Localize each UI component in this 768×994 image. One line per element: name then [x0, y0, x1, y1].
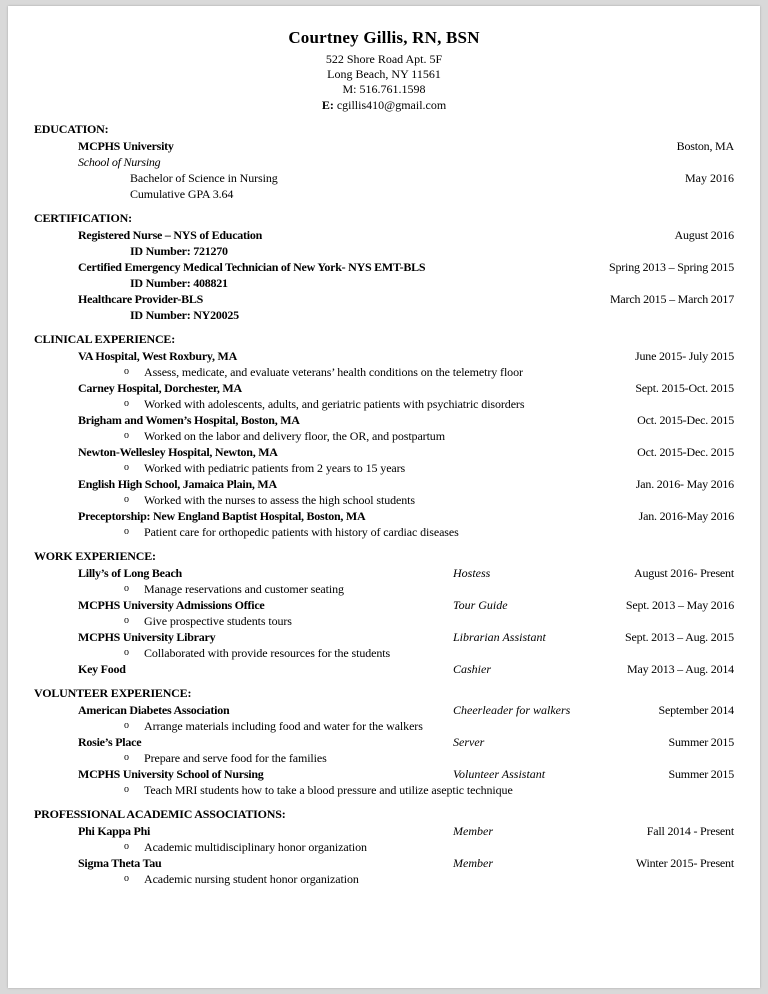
bullet-marker-icon: o	[124, 873, 129, 884]
bullet-item	[124, 460, 734, 476]
entry-organization: Carney Hospital, Dorchester, MA	[78, 381, 242, 395]
bullet-marker-icon: o	[124, 720, 129, 731]
bullet-text: Prepare and serve food for the families	[144, 751, 327, 765]
bullet-item	[124, 492, 734, 508]
bullet-marker-icon: o	[124, 398, 129, 409]
bullet-item	[124, 396, 734, 412]
resume-entry	[78, 734, 734, 766]
entry-id-number: ID Number: NY20025	[130, 308, 239, 322]
entry-date: September 2014	[658, 703, 734, 717]
resume-sections	[34, 122, 734, 887]
entry-row	[78, 661, 734, 677]
resume-entry	[78, 476, 734, 508]
entry-row	[78, 508, 734, 524]
entry-row	[78, 823, 734, 839]
entry-role: Cashier	[453, 662, 492, 676]
entry-organization: Newton-Wellesley Hospital, Newton, MA	[78, 445, 278, 459]
entry-detail-date: May 2016	[685, 171, 734, 185]
entry-row	[78, 702, 734, 718]
bullet-marker-icon: o	[124, 494, 129, 505]
bullet-marker-icon: o	[124, 583, 129, 594]
contact-email-label: E:	[321, 98, 334, 112]
section-title: CLINICAL EXPERIENCE:	[34, 332, 176, 346]
bullet-marker-icon: o	[124, 462, 129, 473]
entry-organization: Lilly’s of Long Beach	[78, 566, 182, 580]
entry-organization: American Diabetes Association	[78, 703, 230, 717]
resume-section	[34, 332, 734, 540]
resume-section	[34, 686, 734, 798]
entry-row	[78, 412, 734, 428]
entry-organization: Preceptorship: New England Baptist Hospital, Boston, MA	[78, 509, 366, 523]
entry-date: August 2016- Present	[634, 566, 734, 580]
entry-subheading: School of Nursing	[78, 155, 161, 169]
entry-organization: VA Hospital, West Roxbury, MA	[78, 349, 237, 363]
section-title: CERTIFICATION:	[34, 211, 132, 225]
entry-detail-text: Cumulative GPA 3.64	[130, 187, 234, 201]
bullet-marker-icon: o	[124, 430, 129, 441]
entry-subheading-row	[78, 154, 734, 170]
bullet-item	[124, 581, 734, 597]
entry-date: Summer 2015	[668, 767, 734, 781]
resume-entry	[78, 855, 734, 887]
entry-date: Jan. 2016-May 2016	[638, 509, 734, 523]
section-title: PROFESSIONAL ACADEMIC ASSOCIATIONS:	[34, 807, 286, 821]
entry-row	[78, 259, 734, 275]
resume-entry	[78, 661, 734, 677]
resume-entry	[78, 597, 734, 629]
entry-role: Hostess	[453, 566, 491, 580]
contact-email-value: cgillis410@gmail.com	[336, 98, 447, 112]
bullet-marker-icon: o	[124, 615, 129, 626]
entry-row	[78, 855, 734, 871]
entry-date: Boston, MA	[676, 139, 734, 153]
entry-organization: MCPHS University Library	[78, 630, 216, 644]
bullet-item	[124, 782, 734, 798]
page-title: Courtney Gillis, RN, BSN	[288, 28, 480, 47]
bullet-text: Worked with pediatric patients from 2 years to 15 years	[144, 461, 406, 475]
resume-entry	[78, 227, 734, 259]
entry-row	[78, 444, 734, 460]
entry-date: June 2015- July 2015	[635, 349, 734, 363]
bullet-item	[124, 524, 734, 540]
resume-entry	[78, 291, 734, 323]
resume-entry	[78, 259, 734, 291]
entry-date: March 2015 – March 2017	[609, 292, 734, 306]
entry-row	[78, 380, 734, 396]
contact-city-state-zip: Long Beach, NY 11561	[327, 67, 441, 81]
bullet-text: Collaborated with provide resources for the students	[144, 646, 391, 660]
bullet-text: Assess, medicate, and evaluate veterans’ health conditions on the telemetry floor	[144, 365, 523, 379]
entry-date: August 2016	[674, 228, 734, 242]
contact-phone: M: 516.761.1598	[342, 82, 426, 96]
resume-entry	[78, 629, 734, 661]
resume-entry	[78, 444, 734, 476]
bullet-text: Worked with the nurses to assess the high school students	[144, 493, 415, 507]
entry-date: Spring 2013 – Spring 2015	[608, 260, 734, 274]
section-title: EDUCATION:	[34, 122, 109, 136]
resume-entry	[78, 702, 734, 734]
bullet-item	[124, 364, 734, 380]
section-title: VOLUNTEER EXPERIENCE:	[34, 686, 192, 700]
entry-date: Sept. 2013 – May 2016	[625, 598, 734, 612]
bullet-text: Teach MRI students how to take a blood pressure and utilize aseptic technique	[144, 783, 513, 797]
entry-id-number: ID Number: 721270	[130, 244, 228, 258]
bullet-text: Academic multidisciplinary honor organization	[144, 840, 367, 854]
entry-date: Oct. 2015-Dec. 2015	[637, 413, 734, 427]
bullet-text: Academic nursing student honor organization	[144, 872, 359, 886]
bullet-text: Give prospective students tours	[144, 614, 292, 628]
bullet-item	[124, 718, 734, 734]
entry-organization: Rosie’s Place	[78, 735, 142, 749]
bullet-text: Patient care for orthopedic patients with history of cardiac diseases	[144, 525, 459, 539]
bullet-marker-icon: o	[124, 752, 129, 763]
bullet-item	[124, 428, 734, 444]
entry-id-number: ID Number: 408821	[130, 276, 228, 290]
entry-role: Member	[453, 824, 493, 838]
bullet-item	[124, 645, 734, 661]
resume-entry	[78, 823, 734, 855]
bullet-text: Arrange materials including food and water for the walkers	[144, 719, 423, 733]
entry-row	[78, 597, 734, 613]
entry-organization: Certified Emergency Medical Technician of New York- NYS EMT-BLS	[78, 260, 426, 274]
bullet-marker-icon: o	[124, 647, 129, 658]
resume-section	[34, 549, 734, 677]
bullet-item	[124, 750, 734, 766]
entry-row	[78, 476, 734, 492]
entry-date: Fall 2014 - Present	[646, 824, 734, 838]
resume-entry	[78, 138, 734, 202]
bullet-item	[124, 839, 734, 855]
entry-detail-text: Bachelor of Science in Nursing	[130, 171, 278, 185]
bullet-text: Worked with adolescents, adults, and geriatric patients with psychiatric disorders	[144, 397, 525, 411]
entry-role: Member	[453, 856, 493, 870]
entry-detail-row	[130, 170, 734, 186]
resume-entry	[78, 348, 734, 380]
entry-role: Server	[453, 735, 485, 749]
entry-date: Oct. 2015-Dec. 2015	[637, 445, 734, 459]
entry-row	[78, 348, 734, 364]
resume-entry	[78, 508, 734, 540]
entry-role: Volunteer Assistant	[453, 767, 546, 781]
resume-entry	[78, 766, 734, 798]
entry-date: Jan. 2016- May 2016	[635, 477, 734, 491]
resume-section	[34, 122, 734, 202]
resume-entry	[78, 412, 734, 444]
bullet-text: Manage reservations and customer seating	[144, 582, 344, 596]
bullet-item	[124, 871, 734, 887]
entry-organization: Brigham and Women’s Hospital, Boston, MA	[78, 413, 300, 427]
entry-role: Librarian Assistant	[453, 630, 546, 644]
entry-organization: Healthcare Provider-BLS	[78, 292, 204, 306]
entry-organization: Sigma Theta Tau	[78, 856, 162, 870]
entry-row	[78, 291, 734, 307]
entry-organization: Key Food	[78, 662, 126, 676]
resume-page	[8, 6, 760, 988]
entry-detail-row	[130, 186, 734, 202]
entry-date: Sept. 2015-Oct. 2015	[635, 381, 734, 395]
entry-date: Summer 2015	[668, 735, 734, 749]
entry-organization: MCPHS University	[78, 139, 174, 153]
entry-organization: English High School, Jamaica Plain, MA	[78, 477, 277, 491]
entry-row	[78, 565, 734, 581]
entry-row	[78, 138, 734, 154]
entry-row	[78, 629, 734, 645]
entry-row	[78, 766, 734, 782]
entry-organization: MCPHS University School of Nursing	[78, 767, 264, 781]
entry-organization: Registered Nurse – NYS of Education	[78, 228, 263, 242]
entry-organization: Phi Kappa Phi	[78, 824, 151, 838]
resume-entry	[78, 565, 734, 597]
contact-email	[34, 97, 734, 113]
bullet-marker-icon: o	[124, 526, 129, 537]
entry-organization: MCPHS University Admissions Office	[78, 598, 265, 612]
bullet-marker-icon: o	[124, 366, 129, 377]
contact-address: 522 Shore Road Apt. 5F	[325, 52, 443, 66]
entry-row	[78, 227, 734, 243]
entry-date: Winter 2015- Present	[635, 856, 734, 870]
resume-entry	[78, 380, 734, 412]
entry-role: Cheerleader for walkers	[453, 703, 571, 717]
document-header	[34, 28, 734, 113]
bullet-item	[124, 613, 734, 629]
entry-date: May 2013 – Aug. 2014	[626, 662, 734, 676]
resume-section	[34, 807, 734, 887]
bullet-text: Worked on the labor and delivery floor, the OR, and postpartum	[144, 429, 445, 443]
bullet-marker-icon: o	[124, 784, 129, 795]
entry-date: Sept. 2013 – Aug. 2015	[625, 630, 734, 644]
bullet-marker-icon: o	[124, 841, 129, 852]
section-title: WORK EXPERIENCE:	[34, 549, 156, 563]
entry-role: Tour Guide	[453, 598, 508, 612]
entry-row	[78, 734, 734, 750]
resume-section	[34, 211, 734, 323]
